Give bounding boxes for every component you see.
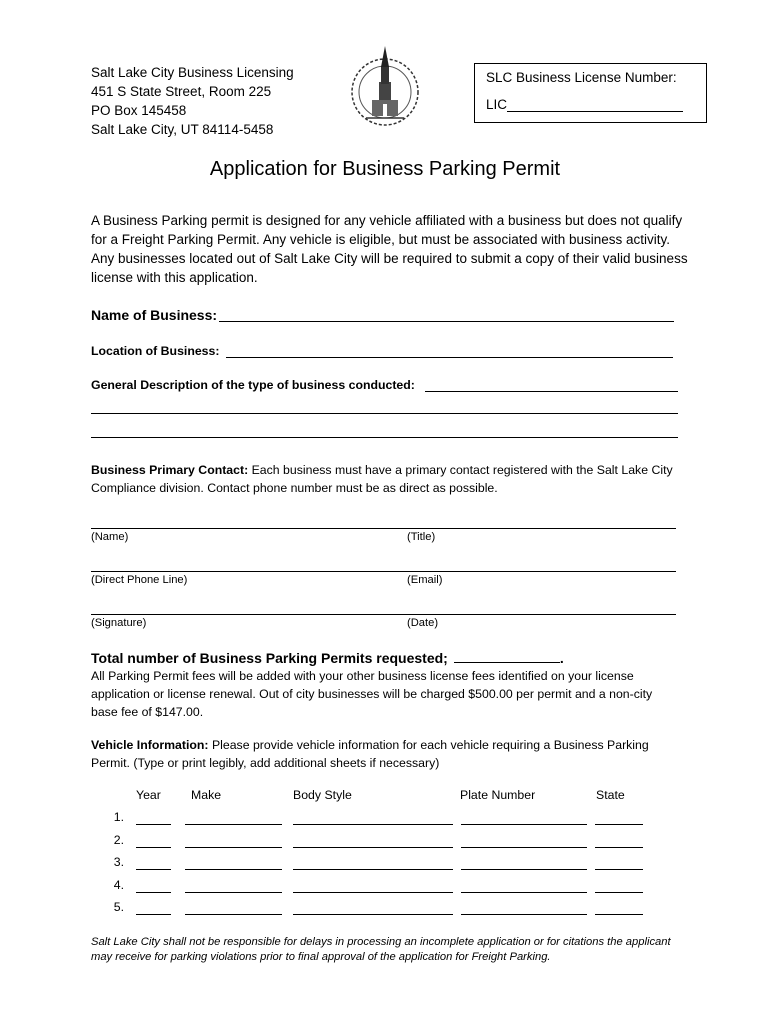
- vehicle-body-style-field[interactable]: [293, 847, 453, 848]
- location-of-business-field[interactable]: [226, 357, 673, 358]
- office-address: [91, 63, 294, 139]
- form-title: Application for Business Parking Permit: [209, 158, 561, 180]
- vehicle-plate-number-field[interactable]: [461, 824, 587, 825]
- vehicle-row-number: 4.: [113, 877, 124, 892]
- vehicle-year-field[interactable]: [136, 914, 171, 915]
- primary-contact-heading: Business Primary Contact:: [91, 463, 249, 477]
- address-line-4: Salt Lake City, UT 84114-5458: [91, 122, 274, 137]
- vehicle-state-field[interactable]: [595, 869, 643, 870]
- business-description-field-1[interactable]: [425, 391, 678, 392]
- vehicle-body-style-field[interactable]: [293, 892, 453, 893]
- vehicle-state-field[interactable]: [595, 914, 643, 915]
- permit-fees-paragraph: All Parking Permit fees will be added with your other business license fees identified on your license application or license renewal. Out of city businesses will be charged $500.00 per permit and a non-city base fee of $147.00.: [91, 669, 653, 719]
- license-number-label: SLC Business License Number:: [486, 70, 677, 85]
- vehicle-year-field[interactable]: [136, 869, 171, 870]
- primary-contact-paragraph: [91, 461, 681, 497]
- license-number-box: [474, 63, 707, 123]
- permits-count-field[interactable]: [454, 649, 560, 663]
- vehicle-plate-number-field[interactable]: [461, 892, 587, 893]
- vehicle-make-field[interactable]: [185, 847, 282, 848]
- email-label: (Email): [407, 574, 443, 586]
- name-label: (Name): [91, 531, 129, 543]
- vehicle-year-field[interactable]: [136, 847, 171, 848]
- vehicle-info-text: Please provide vehicle information for each vehicle requiring a Business Parking Permit. (Type or print legibly, add additional sheets if necessary): [91, 738, 649, 770]
- vehicle-make-field[interactable]: [185, 869, 282, 870]
- city-seal-logo: [348, 42, 422, 134]
- date-label: (Date): [407, 617, 439, 629]
- vehicle-body-style-field[interactable]: [293, 914, 453, 915]
- permits-period: .: [559, 650, 564, 666]
- vehicle-state-field[interactable]: [595, 824, 643, 825]
- vehicle-plate-number-field[interactable]: [461, 869, 587, 870]
- vehicle-body-style-field[interactable]: [293, 869, 453, 870]
- vehicle-info-heading: Vehicle Information:: [91, 738, 209, 752]
- vehicle-row-number: 5.: [113, 900, 124, 914]
- vehicle-body-style-field[interactable]: [293, 824, 453, 825]
- primary-contact-text: Each business must have a primary contact registered with the Salt Lake City Compliance division. Contact phone number must be as direct as possible.: [91, 463, 673, 495]
- column-make: Make: [191, 788, 222, 802]
- location-of-business-label: Location of Business:: [91, 344, 220, 358]
- phone-label: (Direct Phone Line): [91, 574, 188, 586]
- business-description-field-3[interactable]: [91, 437, 678, 438]
- address-line-1: Salt Lake City Business Licensing: [91, 65, 294, 80]
- business-description-field-2[interactable]: [91, 413, 678, 414]
- license-number-field[interactable]: [507, 97, 683, 112]
- name-title-field[interactable]: [91, 528, 676, 529]
- name-of-business-field[interactable]: [219, 321, 674, 322]
- signature-label: (Signature): [91, 617, 147, 629]
- vehicle-state-field[interactable]: [595, 847, 643, 848]
- title-label: (Title): [407, 531, 436, 543]
- phone-email-field[interactable]: [91, 571, 676, 572]
- vehicle-make-field[interactable]: [185, 824, 282, 825]
- vehicle-info-paragraph: [91, 736, 681, 772]
- vehicle-make-field[interactable]: [185, 914, 282, 915]
- vehicle-year-field[interactable]: [136, 892, 171, 893]
- name-of-business-label: Name of Business:: [91, 307, 218, 323]
- vehicle-row-number: 1.: [113, 810, 124, 824]
- disclaimer-footer: Salt Lake City shall not be responsible for delays in processing an incomplete application or for citations the applicant may receive for parking violations prior to final approval of the application for Freight Parking.: [91, 936, 671, 963]
- permits-requested-heading: Total number of Business Parking Permits requested;: [91, 650, 448, 666]
- column-body-style: Body Style: [293, 788, 352, 802]
- vehicle-state-field[interactable]: [595, 892, 643, 893]
- signature-date-field[interactable]: [91, 614, 676, 615]
- business-description-label: General Description of the type of business conducted:: [91, 378, 415, 392]
- vehicle-year-field[interactable]: [136, 824, 171, 825]
- vehicle-row-number: 2.: [113, 832, 124, 847]
- address-line-2: 451 S State Street, Room 225: [91, 84, 272, 99]
- address-line-3: PO Box 145458: [91, 103, 187, 118]
- vehicle-plate-number-field[interactable]: [461, 914, 587, 915]
- vehicle-row-number: 3.: [113, 855, 124, 869]
- column-state: State: [596, 788, 625, 802]
- column-plate-number: Plate Number: [460, 788, 536, 802]
- license-prefix: LIC: [486, 97, 508, 112]
- vehicle-plate-number-field[interactable]: [461, 847, 587, 848]
- permits-requested-line: [91, 649, 564, 666]
- column-year: Year: [136, 788, 161, 802]
- vehicle-make-field[interactable]: [185, 892, 282, 893]
- intro-paragraph: A Business Parking permit is designed for any vehicle affiliated with a business but does not qualify for a Freight Parking Permit. Any vehicle is eligible, but must be associated with business activity. Any businesses located out of Salt Lake City will be required to submit a copy of their valid business license with this application.: [91, 213, 688, 285]
